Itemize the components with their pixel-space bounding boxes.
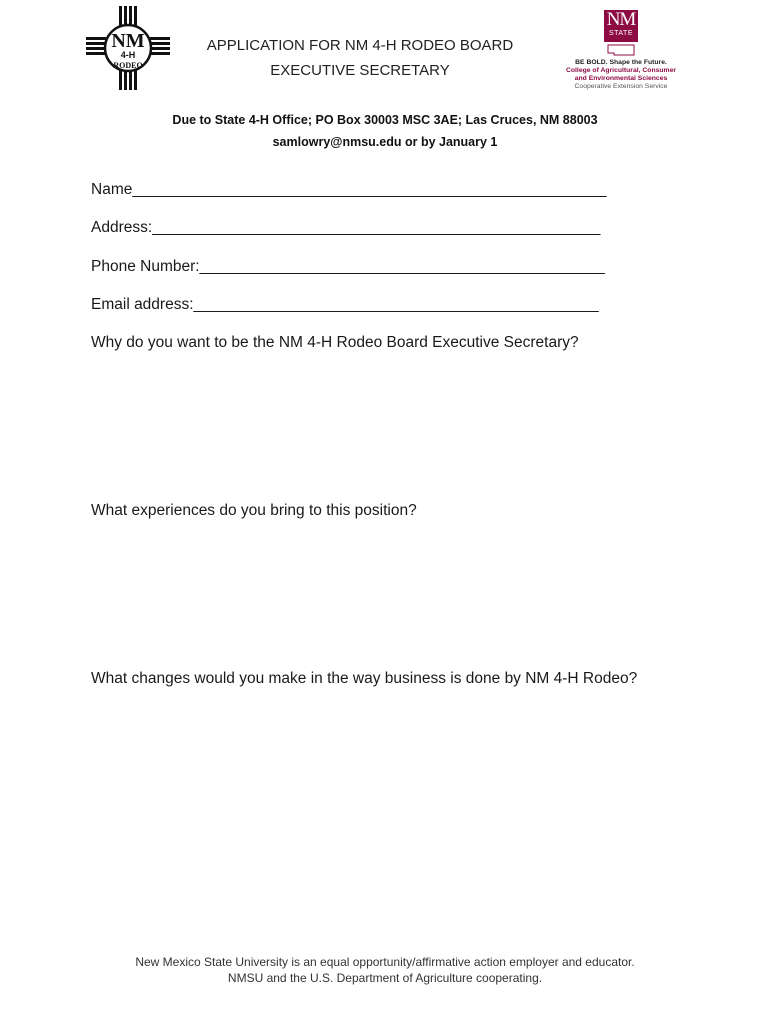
form-title-line2: EXECUTIVE SECRETARY: [270, 62, 450, 79]
name-field[interactable]: Name_______________________________________________________: [91, 181, 607, 198]
nm-badge-text: NM: [606, 9, 636, 30]
footer-eeo-statement: New Mexico State University is an equal opportunity/affirmative action employer and educator.: [135, 955, 635, 969]
logo-rodeo-text: RODEO: [113, 61, 143, 70]
logo-nm-text: NM: [111, 30, 145, 52]
footer-usda-statement: NMSU and the U.S. Department of Agriculture cooperating.: [227, 971, 543, 985]
address-field[interactable]: Address:____________________________________________________: [91, 219, 601, 236]
nmsu-slogan: BE BOLD. Shape the Future.: [575, 59, 667, 66]
nmsu-college-line2: and Environmental Sciences: [574, 75, 668, 82]
due-email-deadline: samlowry@nmsu.edu or by January 1: [272, 135, 498, 149]
state-badge-text: STATE: [608, 30, 634, 37]
due-address: Due to State 4-H Office; PO Box 30003 MSC 3AE; Las Cruces, NM 88003: [172, 113, 598, 127]
nm-state-badge: [604, 10, 638, 42]
nmsu-logo: [556, 8, 686, 94]
new-mexico-outline-icon: [606, 44, 636, 56]
nmsu-extension-line: Cooperative Extension Service: [574, 83, 668, 90]
question-changes: What changes would you make in the way business is done by NM 4-H Rodeo?: [91, 670, 638, 687]
phone-field[interactable]: Phone Number:_______________________________________________: [91, 258, 605, 275]
question-why: Why do you want to be the NM 4-H Rodeo Board Executive Secretary?: [91, 334, 579, 351]
logo-4h-text: 4-H: [120, 50, 136, 60]
nmsu-college-line1: College of Agricultural, Consumer: [565, 67, 677, 74]
form-title-line1: APPLICATION FOR NM 4-H RODEO BOARD: [206, 37, 514, 54]
email-field[interactable]: Email address:_______________________________________________: [91, 296, 599, 313]
nm-4h-rodeo-logo: [86, 6, 170, 90]
zia-sun-icon: [86, 6, 170, 90]
question-experiences: What experiences do you bring to this position?: [91, 502, 417, 519]
